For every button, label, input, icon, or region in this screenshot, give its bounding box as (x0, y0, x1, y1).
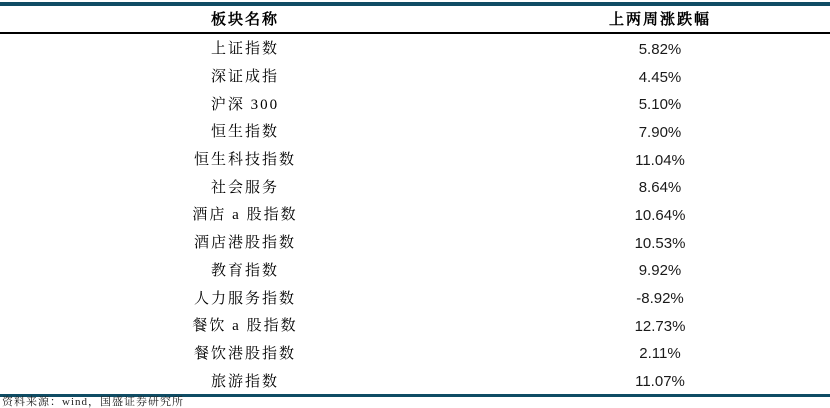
table-row (0, 311, 830, 339)
change-value-cell: 4.45% (638, 68, 682, 86)
change-value-cell: 10.64% (634, 206, 686, 224)
column-header-two-week-change: 上两周涨跌幅 (608, 12, 711, 28)
column-header-sector-name: 板块名称 (210, 12, 279, 28)
sector-name-cell: 酒店 a 股指数 (192, 207, 298, 224)
change-value-cell: 11.07% (635, 373, 685, 391)
source-note-clipped-text: 资料来源：wind，国盛证券研究所 (2, 396, 184, 408)
table-row (0, 283, 830, 311)
table-body (0, 34, 830, 394)
table-row (0, 228, 830, 256)
sector-name-cell: 餐饮港股指数 (193, 345, 296, 362)
change-value-cell: 9.92% (638, 262, 682, 280)
change-value-cell: 5.10% (638, 96, 682, 114)
table-row (0, 117, 830, 145)
change-value-cell: 11.04% (635, 151, 685, 169)
change-value-cell: 5.82% (638, 40, 682, 58)
sector-name-cell: 社会服务 (210, 179, 279, 196)
change-value-cell: -8.92% (636, 290, 684, 308)
sector-name-cell: 酒店港股指数 (193, 235, 296, 252)
change-value-cell: 12.73% (634, 317, 686, 335)
sector-name-cell: 教育指数 (210, 262, 279, 279)
table-row (0, 366, 830, 394)
table-row (0, 172, 830, 200)
table-row (0, 256, 830, 284)
table-row (0, 145, 830, 173)
table-row (0, 89, 830, 117)
sector-name-cell: 餐饮 a 股指数 (192, 318, 298, 335)
table-row (0, 34, 830, 62)
sector-name-cell: 恒生指数 (210, 124, 279, 141)
table-row (0, 339, 830, 367)
sector-name-cell: 恒生科技指数 (193, 152, 296, 169)
sector-name-cell: 人力服务指数 (193, 290, 296, 307)
table-header-row (0, 6, 830, 32)
research-report-table-page (0, 2, 830, 408)
sector-name-cell: 沪深 300 (210, 96, 280, 113)
change-value-cell: 7.90% (638, 123, 682, 141)
table-row (0, 62, 830, 90)
table-row (0, 200, 830, 228)
change-value-cell: 10.53% (634, 234, 686, 252)
sector-name-cell: 深证成指 (210, 69, 279, 86)
change-value-cell: 2.11% (639, 345, 681, 363)
sector-name-cell: 旅游指数 (210, 373, 279, 390)
sector-name-cell: 上证指数 (210, 41, 279, 58)
change-value-cell: 8.64% (638, 179, 682, 197)
